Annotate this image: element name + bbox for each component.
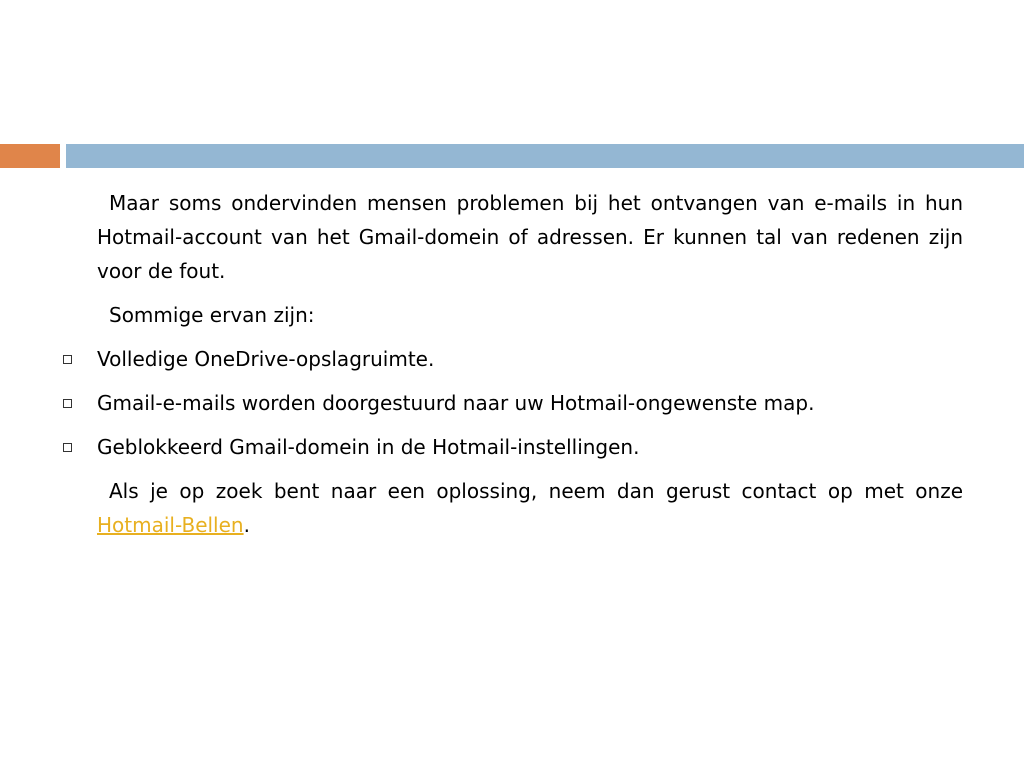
accent-bar-orange	[0, 144, 60, 168]
intro-paragraph: Maar soms ondervinden mensen problemen bij het ontvangen van e-mails in hun Hotmail-account van het Gmail-domein of adressen. Er kunnen tal van redenen zijn voor de fout.	[97, 191, 963, 283]
bullet-item-2	[97, 386, 963, 420]
closing-paragraph	[97, 474, 963, 542]
bullet-item-1	[97, 342, 963, 376]
bullet-text: Volledige OneDrive-opslagruimte.	[97, 347, 435, 371]
lead-paragraph: Sommige ervan zijn:	[109, 303, 315, 327]
bullet-item-3	[97, 430, 963, 464]
closing-prefix: Als je op zoek bent naar een oplossing, neem dan gerust contact op met onze	[109, 479, 963, 503]
square-bullet-icon	[63, 443, 72, 452]
closing-suffix: .	[243, 513, 250, 537]
accent-bar-blue	[66, 144, 1024, 168]
square-bullet-icon	[63, 355, 72, 364]
bullet-text: Gmail-e-mails worden doorgestuurd naar uw Hotmail-ongewenste map.	[97, 391, 815, 415]
bullet-text: Geblokkeerd Gmail-domein in de Hotmail-instellingen.	[97, 435, 640, 459]
slide-content	[97, 186, 963, 552]
square-bullet-icon	[63, 399, 72, 408]
hotmail-bellen-link[interactable]: Hotmail-Bellen	[97, 513, 244, 537]
